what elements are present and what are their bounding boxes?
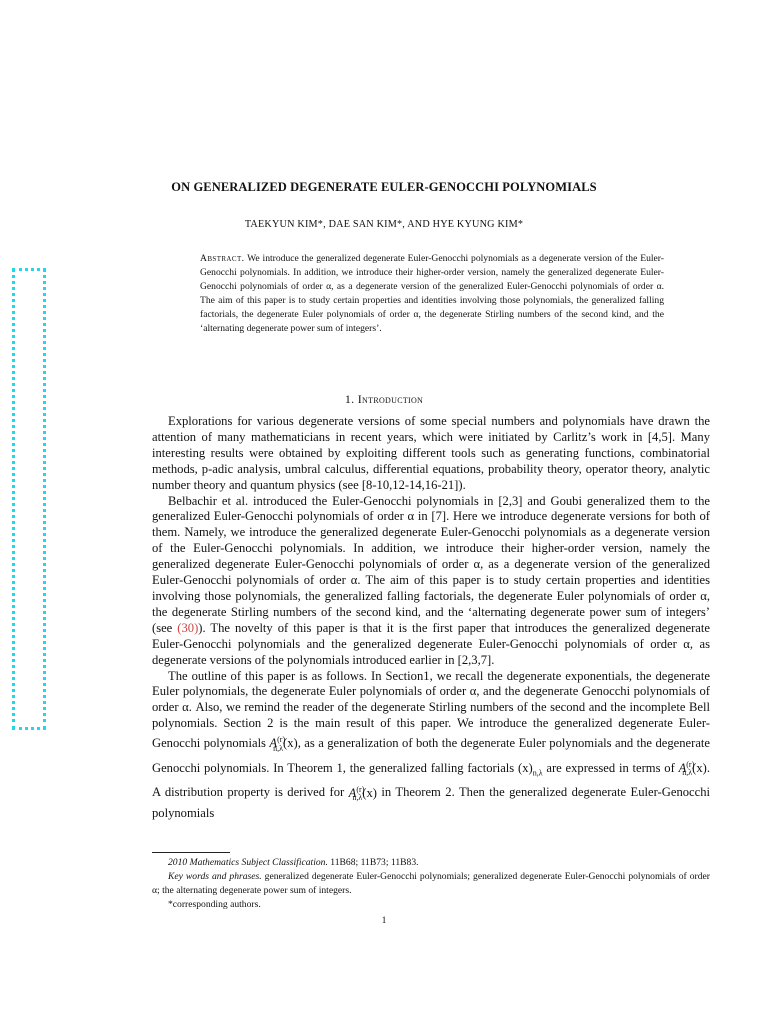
abstract (200, 252, 664, 335)
paragraph-text: ). The novelty of this paper is that it is the first paper that introduces the generalized degenerate Euler-Genocchi polynomials and the generalized degenerate Euler-Genocchi polynomials of order α, as degenerate versions of the polynomials introduced earlier in [2,3,7]. (152, 620, 710, 667)
footnote-rule (152, 852, 230, 853)
footnote-keywords: Key words and phrases. generalized degenerate Euler-Genocchi polynomials; generalized degenerate Euler-Genocchi polynomials of order α; the alternating degenerate power sum of integers. (152, 870, 710, 896)
paragraph-text: The outline of this paper is as follows. In Section1, we recall the degenerate exponentials, the degenerate Euler polynomials, the degenerate Euler polynomials of order α, and the degenerate Genocchi polynomials of order α. Also, we remind the reader of the degenerate Stirling numbers of the second and the incomplete Bell polynomials. Section 2 is the main result of this paper. We introduce the generalized degenerate Euler-Genocchi polynomials (152, 668, 710, 751)
footnotes (152, 856, 710, 912)
section-number: 1. (344, 392, 355, 406)
footnote-corresponding: *corresponding authors. (168, 898, 261, 910)
paragraph-text: in Theorem 2. Then the generalized degenerate Euler-Genocchi polynomials (152, 785, 711, 820)
paragraph-text: are expressed in terms of (546, 760, 675, 775)
section-heading (0, 392, 768, 407)
section-title: Introduction (357, 392, 424, 406)
math-formula: $A^{(r)}_{n,\lambda}(x)$ (678, 759, 707, 778)
abstract-label: Abstract. (200, 253, 245, 264)
paragraph: Explorations for various degenerate versions of some special numbers and polynomials have drawn the attention of many mathematicians in recent years, which were initiated by Carlitz’s work in [4,5]. Many interesting results were obtained by exploiting different tools such as generating functions, combinatorial methods, p-adic analysis, umbral calculus, differential equations, probability theory, operator theory, analytic number theory and quantum physics (see [8-10,12-14,16-21]). (152, 414, 710, 492)
author-list: TAEKYUN KIM*, DAE SAN KIM*, AND HYE KYUNG KIM* (244, 219, 524, 230)
abstract-text: We introduce the generalized degenerate Euler-Genocchi polynomials as a degenerate version of the Euler-Genocchi polynomials. In addition, we introduce their higher-order version, namely the generalized degenerate Euler-Genocchi polynomials of order α, as a degenerate version of the generalized Euler-Genocchi polynomials of order α. The aim of this paper is to study certain properties and identities involving those polynomials, the generalized falling factorials, the degenerate Euler polynomials of order α, the degenerate Stirling numbers of the second kind, and the ‘alternating degenerate power sum of integers’. (200, 253, 664, 334)
paragraph (152, 494, 710, 669)
paragraph-text: . A distribution property is derived for (152, 760, 710, 800)
math-formula: $(x)_{n,\lambda}$ (518, 760, 543, 778)
paragraph (152, 669, 710, 822)
body-text (152, 414, 710, 822)
paragraph-text: , as a generalization of both the degenerate Euler polynomials and the degenerate Genocchi polynomials. In Theorem 1, the generalized falling factorials (152, 736, 710, 775)
equation-reference[interactable]: (30) (177, 620, 199, 635)
math-formula: $A^{(r)}_{n,\lambda}(x)$ (348, 784, 377, 803)
footnote-msc: 2010 Mathematics Subject Classification. 11B68; 11B73; 11B83. (168, 857, 419, 868)
math-formula: $A^{(r)}_{n,\lambda}(x)$ (269, 735, 298, 753)
arxiv-sidebar-stamp (12, 268, 46, 730)
paper-title: ON GENERALIZED DEGENERATE EULER-GENOCCHI POLYNOMIALS (171, 180, 597, 194)
paragraph-text: Belbachir et al. introduced the Euler-Genocchi polynomials in [2,3] and Goubi generalized them to the generalized Euler-Genocchi polynomials of order α in [7]. Here we introduce degenerate versions for both of them. Namely, we introduce the generalized degenerate Euler-Genocchi polynomials as a degenerate version of the Euler-Genocchi polynomials. In addition, we introduce their higher-order version, namely the generalized degenerate Euler-Genocchi polynomials of order α, as a degenerate version of the generalized Euler-Genocchi polynomials of order α. The aim of this paper is to study certain properties and identities involving those polynomials, the generalized falling factorials, the degenerate Euler polynomials of order α, the degenerate Stirling numbers of the second kind, and the ‘alternating degenerate power sum of integers’ (see (152, 493, 710, 635)
page-number: 1 (381, 915, 387, 926)
